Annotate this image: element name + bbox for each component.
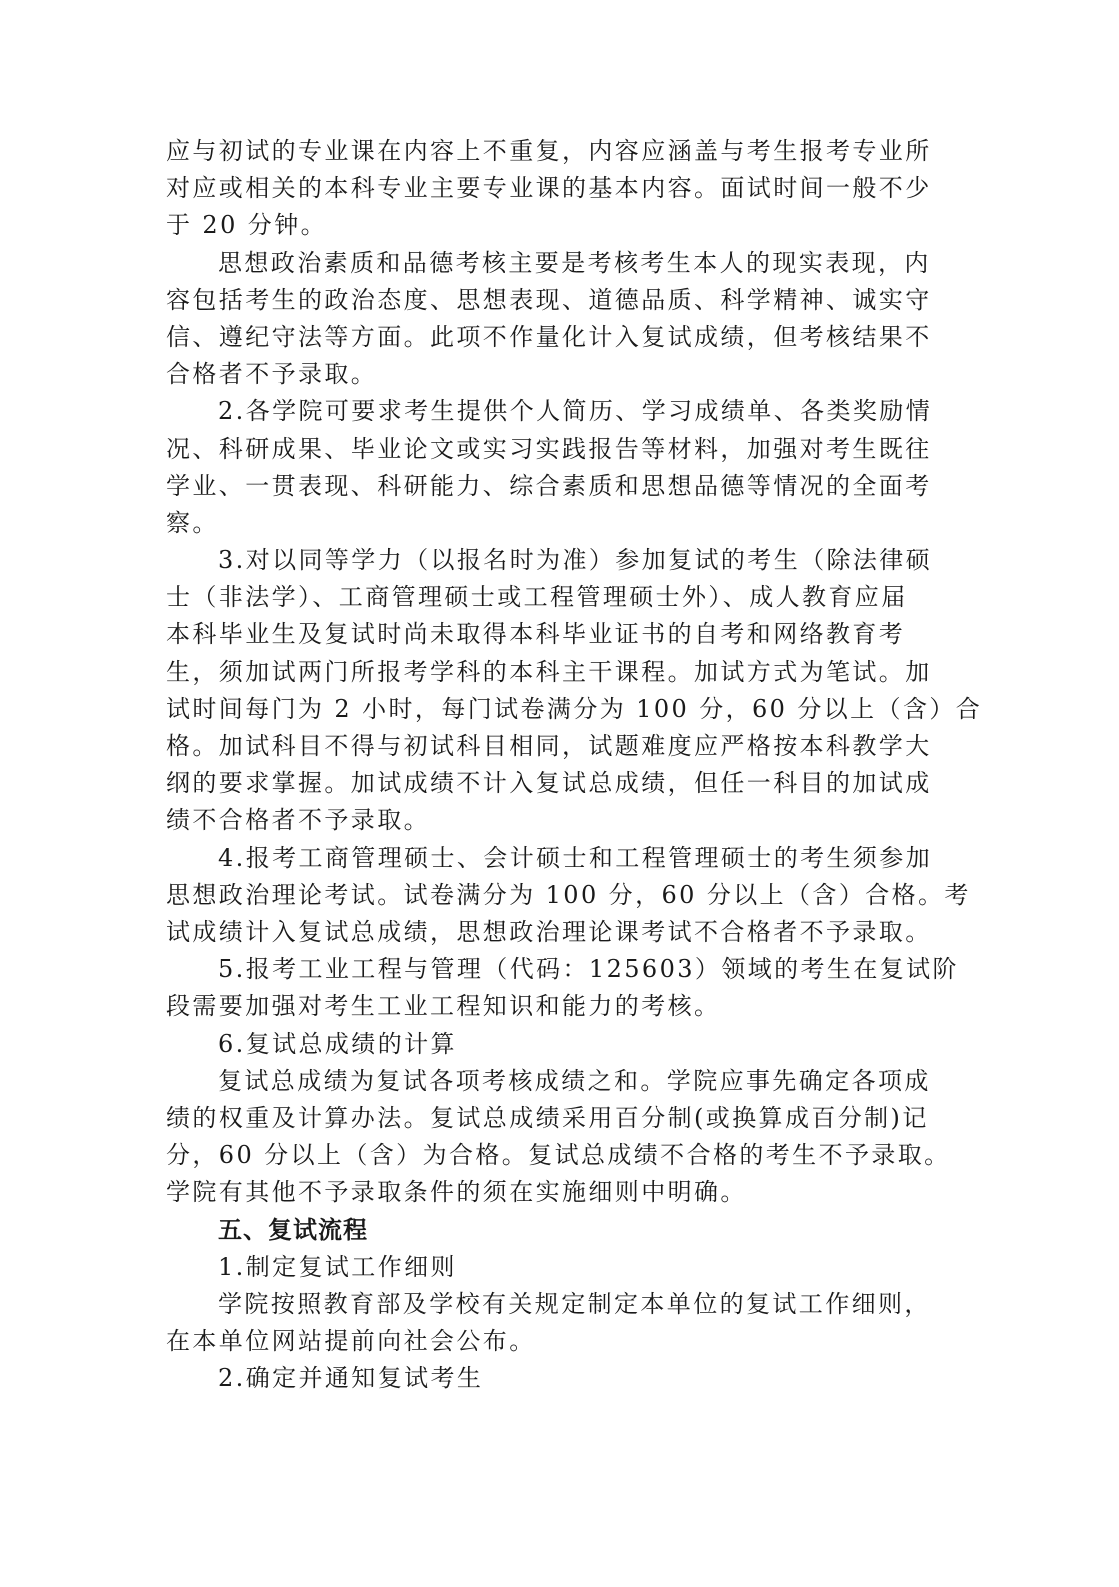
text-line: 试时间每门为 2 小时，每门试卷满分为 100 分，60 分以上（含）合 <box>166 694 983 723</box>
text-line: 4.报考工商管理硕士、会计硕士和工程管理硕士的考生须参加 <box>218 843 933 872</box>
text-line: 绩不合格者不予录取。 <box>166 806 430 835</box>
text-line: 段需要加强对考生工业工程知识和能力的考核。 <box>166 992 721 1021</box>
paragraph-step-1-title <box>166 1249 928 1286</box>
paragraph-political-assessment <box>166 245 932 394</box>
text-line: 于 20 分钟。 <box>166 211 327 240</box>
text-line: 应与初试的专业课在内容上不重复，内容应涵盖与考生报考专业所 <box>166 137 932 165</box>
text-line: 本科毕业生及复试时尚未取得本科毕业证书的自考和网络教育考 <box>166 620 906 649</box>
paragraph-item-5 <box>166 951 959 1025</box>
text-line: 2.各学院可要求考生提供个人简历、学习成绩单、各类奖励情 <box>218 397 933 426</box>
text-line: 分，60 分以上（含）为合格。复试总成绩不合格的考生不予录取。 <box>166 1141 951 1170</box>
text-line: 学院按照教育部及学校有关规定制定本单位的复试工作细则， <box>218 1289 931 1318</box>
text-line: 5.报考工业工程与管理（代码：125603）领域的考生在复试阶 <box>218 955 959 984</box>
paragraph-item-6-body <box>166 1063 951 1212</box>
text-line: 察。 <box>166 508 219 537</box>
text-line: 格。加试科目不得与初试科目相同，试题难度应严格按本科教学大 <box>166 732 932 760</box>
text-line: 3.对以同等学力（以报名时为准）参加复试的考生（除法律硕 <box>218 546 933 575</box>
paragraph-interview-content <box>166 133 932 245</box>
paragraph-item-3 <box>166 542 983 840</box>
paragraph-step-2-title <box>166 1360 928 1397</box>
text-line: 2.确定并通知复试考生 <box>218 1364 484 1393</box>
text-line: 信、遵纪守法等方面。此项不作量化计入复试成绩，但考核结果不 <box>166 322 932 351</box>
text-line: 在本单位网站提前向社会公布。 <box>166 1327 536 1355</box>
text-line: 容包括考生的政治态度、思想表现、道德品质、科学精神、诚实守 <box>166 285 932 314</box>
text-line: 况、科研成果、毕业论文或实习实践报告等材料，加强对考生既往 <box>166 434 932 463</box>
text-line: 思想政治素质和品德考核主要是考核考生本人的现实表现，内 <box>218 248 931 277</box>
text-line: 纲的要求掌握。加试成绩不计入复试总成绩，但任一科目的加试成 <box>166 769 932 798</box>
text-line: 复试总成绩为复试各项考核成绩之和。学院应事先确定各项成 <box>218 1066 931 1095</box>
paragraph-item-2 <box>166 393 933 542</box>
text-line: 思想政治理论考试。试卷满分为 100 分，60 分以上（含）合格。考 <box>166 880 971 909</box>
text-line: 6.复试总成绩的计算 <box>218 1029 457 1058</box>
section-heading: 五、复试流程 <box>218 1215 368 1245</box>
text-line: 学院有其他不予录取条件的须在实施细则中明确。 <box>166 1178 747 1207</box>
text-line: 对应或相关的本科专业主要专业课的基本内容。面试时间一般不少 <box>166 174 932 203</box>
text-line: 生，须加试两门所报考学科的本科主干课程。加试方式为笔试。加 <box>166 657 932 686</box>
document-page <box>166 133 983 1397</box>
paragraph-item-4 <box>166 840 971 952</box>
text-line: 学业、一贯表现、科研能力、综合素质和思想品德等情况的全面考 <box>166 471 932 500</box>
paragraph-step-1-body <box>166 1286 931 1360</box>
text-line: 绩的权重及计算办法。复试总成绩采用百分制(或换算成百分制)记 <box>166 1103 929 1132</box>
text-line: 试成绩计入复试总成绩，思想政治理论课考试不合格者不予录取。 <box>166 917 932 946</box>
text-line: 士（非法学）、工商管理硕士或工程管理硕士外）、成人教育应届 <box>166 583 908 612</box>
paragraph-item-6-title <box>166 1026 928 1063</box>
text-line: 1.制定复试工作细则 <box>218 1252 457 1281</box>
text-line: 合格者不予录取。 <box>166 360 378 389</box>
